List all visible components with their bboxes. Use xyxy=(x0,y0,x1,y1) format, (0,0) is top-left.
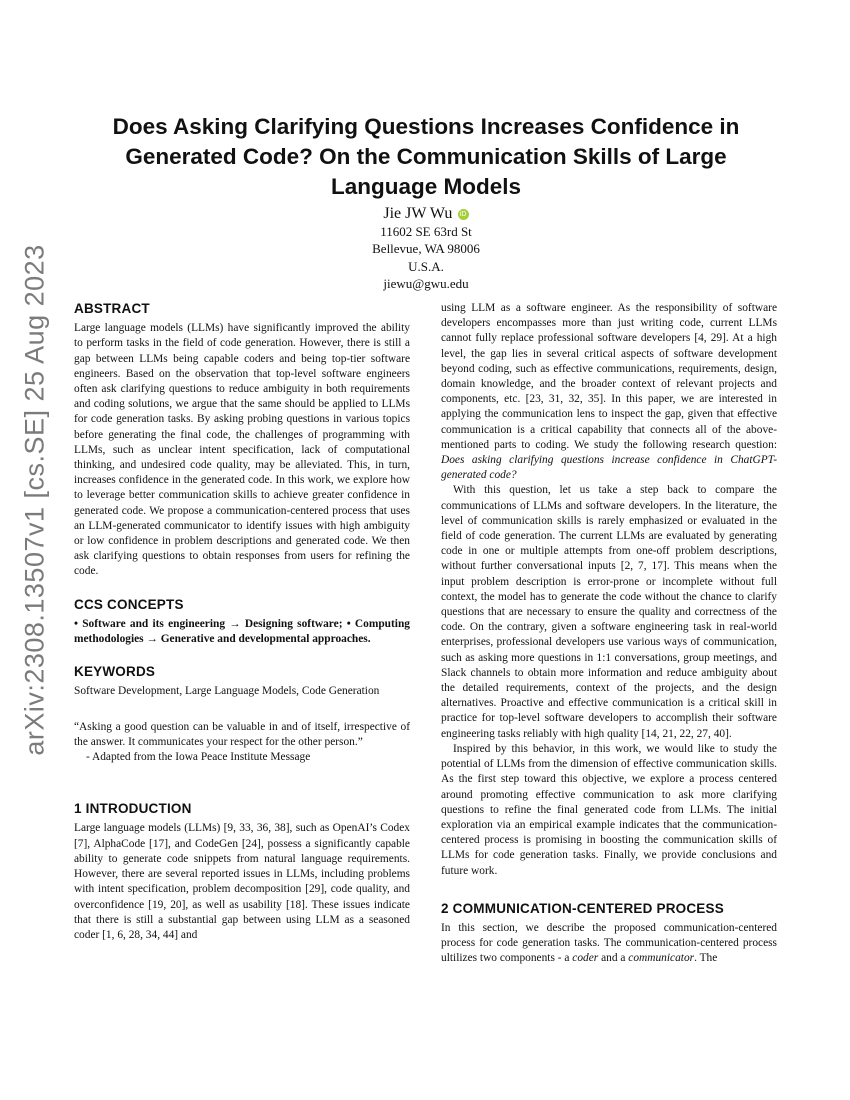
keywords-text: Software Development, Large Language Models, Code Generation xyxy=(74,685,380,698)
epigraph xyxy=(74,720,410,766)
section2-text-b: and a xyxy=(598,952,629,965)
author-name: Jie JW Wu xyxy=(383,205,453,222)
intro-paragraph-2: With this question, let us take a step back to compare the communications of LLMs and software developers. In the literature, the level of communication skills is rarely emphasized or evaluated in the field of code generation. The current LLMs are evaluated by generating code in one or multiple attempts from one-off problem descriptions, without further conversational inputs [2, 7, 17]. This means when the input problem description is error-prone or incomplete without full context, the model has to generate the code without the chance to clarify questions that are necessary to ensure the quality and correctness of the code. On the contrary, given a software engineering task in real-world enterprises, professional developers use various ways of communication, such as asking more questions in 1:1 conversations, group meetings, and Slack channels to obtain more information and reduce ambiguity about the detailed requirements, context of the projects, and the design alternatives. Proactive and effective communication is a critical skill in practice for top-level software developers to accomplish their software engineering tasks reliably with high quality [14, 21, 22, 27, 40]. xyxy=(441,484,777,740)
section2-heading: 2 COMMUNICATION-CENTERED PROCESS xyxy=(441,900,724,916)
intro-heading: 1 INTRODUCTION xyxy=(74,801,192,817)
author-line xyxy=(200,205,652,223)
paper-title: Does Asking Clarifying Questions Increases Confidence in Generated Code? On the Communication Skills of Large Language Models xyxy=(112,114,740,199)
epigraph-source-wrap xyxy=(74,750,410,765)
arxiv-identifier: arXiv:2308.13507v1 [cs.SE] 25 Aug 2023 xyxy=(19,244,50,756)
ccs-heading: CCS CONCEPTS xyxy=(74,596,184,612)
intro-paragraph-1-cont-text: using LLM as a software engineer. As the responsibility of software developers encompasses more than just writing code, current LLMs cannot fully replace professional software developers [4, 29]. At a high level, the gap lies in several critical aspects of software development beyond coding, such as effective communications, requirements, design, domain knowledge, and the broader context of relevant projects and components, etc. [23, 31, 32, 35]. In this paper, we are interested in applying the communication lens to inspect the gap, given that effective communication is a critical capability that connects all of the above-mentioned parts to coding. We study the following research question: xyxy=(441,302,777,451)
keywords-heading: KEYWORDS xyxy=(74,664,156,680)
author-address-line-2: Bellevue, WA 98006 xyxy=(372,241,480,256)
section2-text-a: In this section, we describe the proposed communication-centered process for code generation tasks. The communication-centered process ultilizes two components - a xyxy=(441,921,777,965)
epigraph-source: - Adapted from the Iowa Peace Institute Message xyxy=(86,751,311,764)
arxiv-sidebar xyxy=(8,244,62,756)
communicator-term: communicator xyxy=(628,952,695,965)
ccs-text: • Software and its engineering → Designing software; • Computing methodologies → Generative and developmental approaches. xyxy=(74,617,410,646)
author-address-line-1: 11602 SE 63rd St xyxy=(380,223,472,239)
right-column xyxy=(441,301,777,967)
intro-paragraph-1-continued xyxy=(441,301,777,483)
intro-paragraph-3: Inspired by this behavior, in this work, we would like to study the potential of LLMs from the dimension of effective communication skills. As the first step toward this objective, we explore a process centered around promoting effective communication to ask more clarifying questions to refine the final generated code from LLMs. The initial exploration via an empirical example indicates that the communication-centered process is promising in boosting the communication skills of LLMs for code generation tasks. Finally, we provide conclusions and future work. xyxy=(441,742,777,877)
author-email: jiewu@gwu.edu xyxy=(383,276,469,291)
section2-paragraph-1 xyxy=(441,921,777,967)
abstract-text: Large language models (LLMs) have significantly improved the ability to perform tasks in the field of code generation. However, there is still a gap between LLMs being capable coders and being top-tier software engineers. Based on the observation that top-level software engineers often ask clarifying questions to reduce ambiguity in both requirements and coding solutions, we argue that the same should be applied to LLMs for code generation tasks. By asking probing questions in various topics before generating the final code, the challenges of programming with LLMs, such as unclear intent specification, lack of computational thinking, and undesired code quality, may be alleviated. This, in turn, increases confidence in the generated code. In this work, we explore how to leverage better communication skills to achieve greater confidence in generated code. We propose a communication-centered process that uses an LLM-generated communicator to identify issues with high ambiguity or low confidence in problem descriptions and generated code. We then ask clarifying questions to obtain responses from users for refining the code. xyxy=(74,322,410,578)
orcid-icon[interactable]: iD xyxy=(458,209,469,220)
left-column xyxy=(74,301,410,943)
research-question: Does asking clarifying questions increase confidence in ChatGPT-generated code? xyxy=(441,454,777,482)
abstract-heading: ABSTRACT xyxy=(74,301,150,316)
coder-term: coder xyxy=(572,952,599,965)
author-block xyxy=(200,205,652,293)
epigraph-quote: “Asking a good question can be valuable in and of itself, irrespective of the answer. It communicates your respect for the other person.” xyxy=(74,720,410,748)
section2-text-c: . The xyxy=(694,952,718,965)
intro-paragraph-1: Large language models (LLMs) [9, 33, 36, 38], such as OpenAI’s Codex [7], AlphaCode [17], and CodeGen [24], possess a significantly capable ability to generate code snippets from natural language requirements. However, there are several reported issues in LLMs, including problems with intent specification, problem decomposition [29], code quality, and overconfidence [19, 20], as well as usability [18]. These issues indicate that there is still a substantial gap between using LLM as a seasoned coder [1, 6, 28, 34, 44] and xyxy=(74,822,410,941)
author-country: U.S.A. xyxy=(408,258,444,274)
